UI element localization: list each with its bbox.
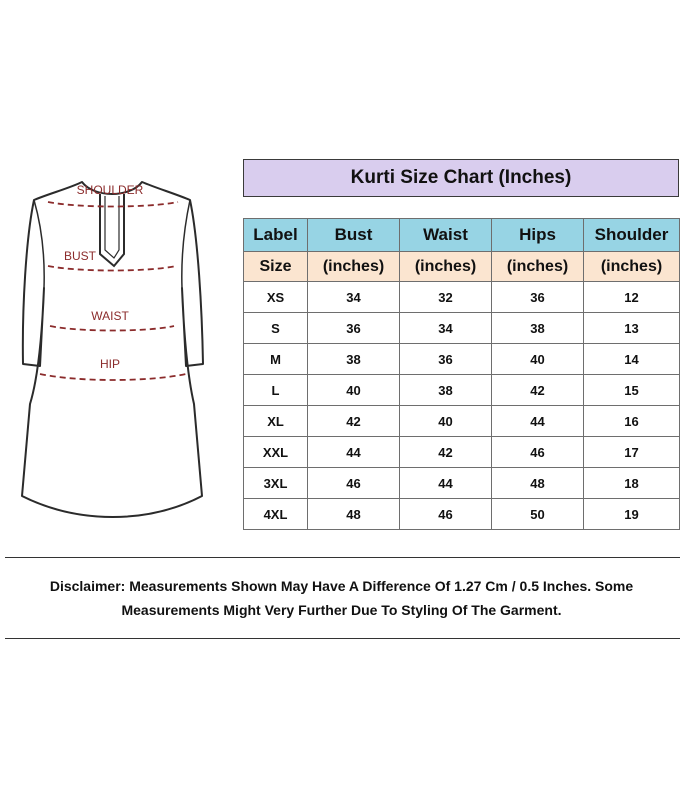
value-cell: 42 (492, 375, 584, 406)
units-cell-hips: (inches) (492, 252, 584, 282)
units-cell-waist: (inches) (400, 252, 492, 282)
header-cell-shoulder: Shoulder (584, 219, 680, 252)
value-cell: 38 (308, 344, 400, 375)
disclaimer-line-2: Measurements Might Very Further Due To Styling Of The Garment. (121, 602, 562, 618)
value-cell: 38 (492, 313, 584, 344)
size-cell: XXL (244, 437, 308, 468)
hip-label: HIP (99, 357, 121, 371)
value-cell: 14 (584, 344, 680, 375)
size-cell: 3XL (244, 468, 308, 499)
table-row (244, 282, 680, 313)
value-cell: 18 (584, 468, 680, 499)
size-cell: XS (244, 282, 308, 313)
value-cell: 44 (400, 468, 492, 499)
value-cell: 40 (400, 406, 492, 437)
value-cell: 46 (400, 499, 492, 530)
size-cell: XL (244, 406, 308, 437)
waist-label: WAIST (91, 309, 129, 323)
value-cell: 46 (492, 437, 584, 468)
value-cell: 19 (584, 499, 680, 530)
table-row (244, 344, 680, 375)
shoulder-label: SHOULDER (76, 183, 144, 197)
header-cell-waist: Waist (400, 219, 492, 252)
size-cell: L (244, 375, 308, 406)
value-cell: 48 (308, 499, 400, 530)
value-cell: 50 (492, 499, 584, 530)
units-cell-bust: (inches) (308, 252, 400, 282)
value-cell: 38 (400, 375, 492, 406)
value-cell: 36 (492, 282, 584, 313)
value-cell: 17 (584, 437, 680, 468)
kurti-illustration (18, 178, 206, 528)
size-cell: S (244, 313, 308, 344)
kurti-body-outline (22, 182, 203, 517)
value-cell: 36 (400, 344, 492, 375)
kurti-outline-drawing (18, 178, 206, 528)
size-chart-table (243, 218, 680, 530)
header-cell-label: Label (244, 219, 308, 252)
bust-label: BUST (63, 249, 97, 263)
value-cell: 15 (584, 375, 680, 406)
units-cell-size: Size (244, 252, 308, 282)
table-units-row (244, 252, 680, 282)
table-row (244, 313, 680, 344)
value-cell: 16 (584, 406, 680, 437)
value-cell: 42 (400, 437, 492, 468)
disclaimer-text (12, 574, 671, 622)
value-cell: 36 (308, 313, 400, 344)
value-cell: 48 (492, 468, 584, 499)
table-row (244, 406, 680, 437)
value-cell: 12 (584, 282, 680, 313)
table-header-row (244, 219, 680, 252)
value-cell: 32 (400, 282, 492, 313)
value-cell: 46 (308, 468, 400, 499)
header-cell-bust: Bust (308, 219, 400, 252)
size-cell: M (244, 344, 308, 375)
bottom-divider (5, 638, 680, 639)
disclaimer-line-1: Disclaimer: Measurements Shown May Have A Difference Of 1.27 Cm / 0.5 Inches. Some (49, 578, 634, 594)
size-cell: 4XL (244, 499, 308, 530)
value-cell: 40 (308, 375, 400, 406)
value-cell: 13 (584, 313, 680, 344)
value-cell: 34 (400, 313, 492, 344)
value-cell: 40 (492, 344, 584, 375)
table-row (244, 375, 680, 406)
header-cell-hips: Hips (492, 219, 584, 252)
table-row (244, 437, 680, 468)
top-divider (5, 557, 680, 558)
value-cell: 42 (308, 406, 400, 437)
value-cell: 44 (492, 406, 584, 437)
size-chart-title: Kurti Size Chart (Inches) (243, 159, 679, 197)
value-cell: 44 (308, 437, 400, 468)
value-cell: 34 (308, 282, 400, 313)
table-row (244, 499, 680, 530)
table-row (244, 468, 680, 499)
units-cell-shoulder: (inches) (584, 252, 680, 282)
